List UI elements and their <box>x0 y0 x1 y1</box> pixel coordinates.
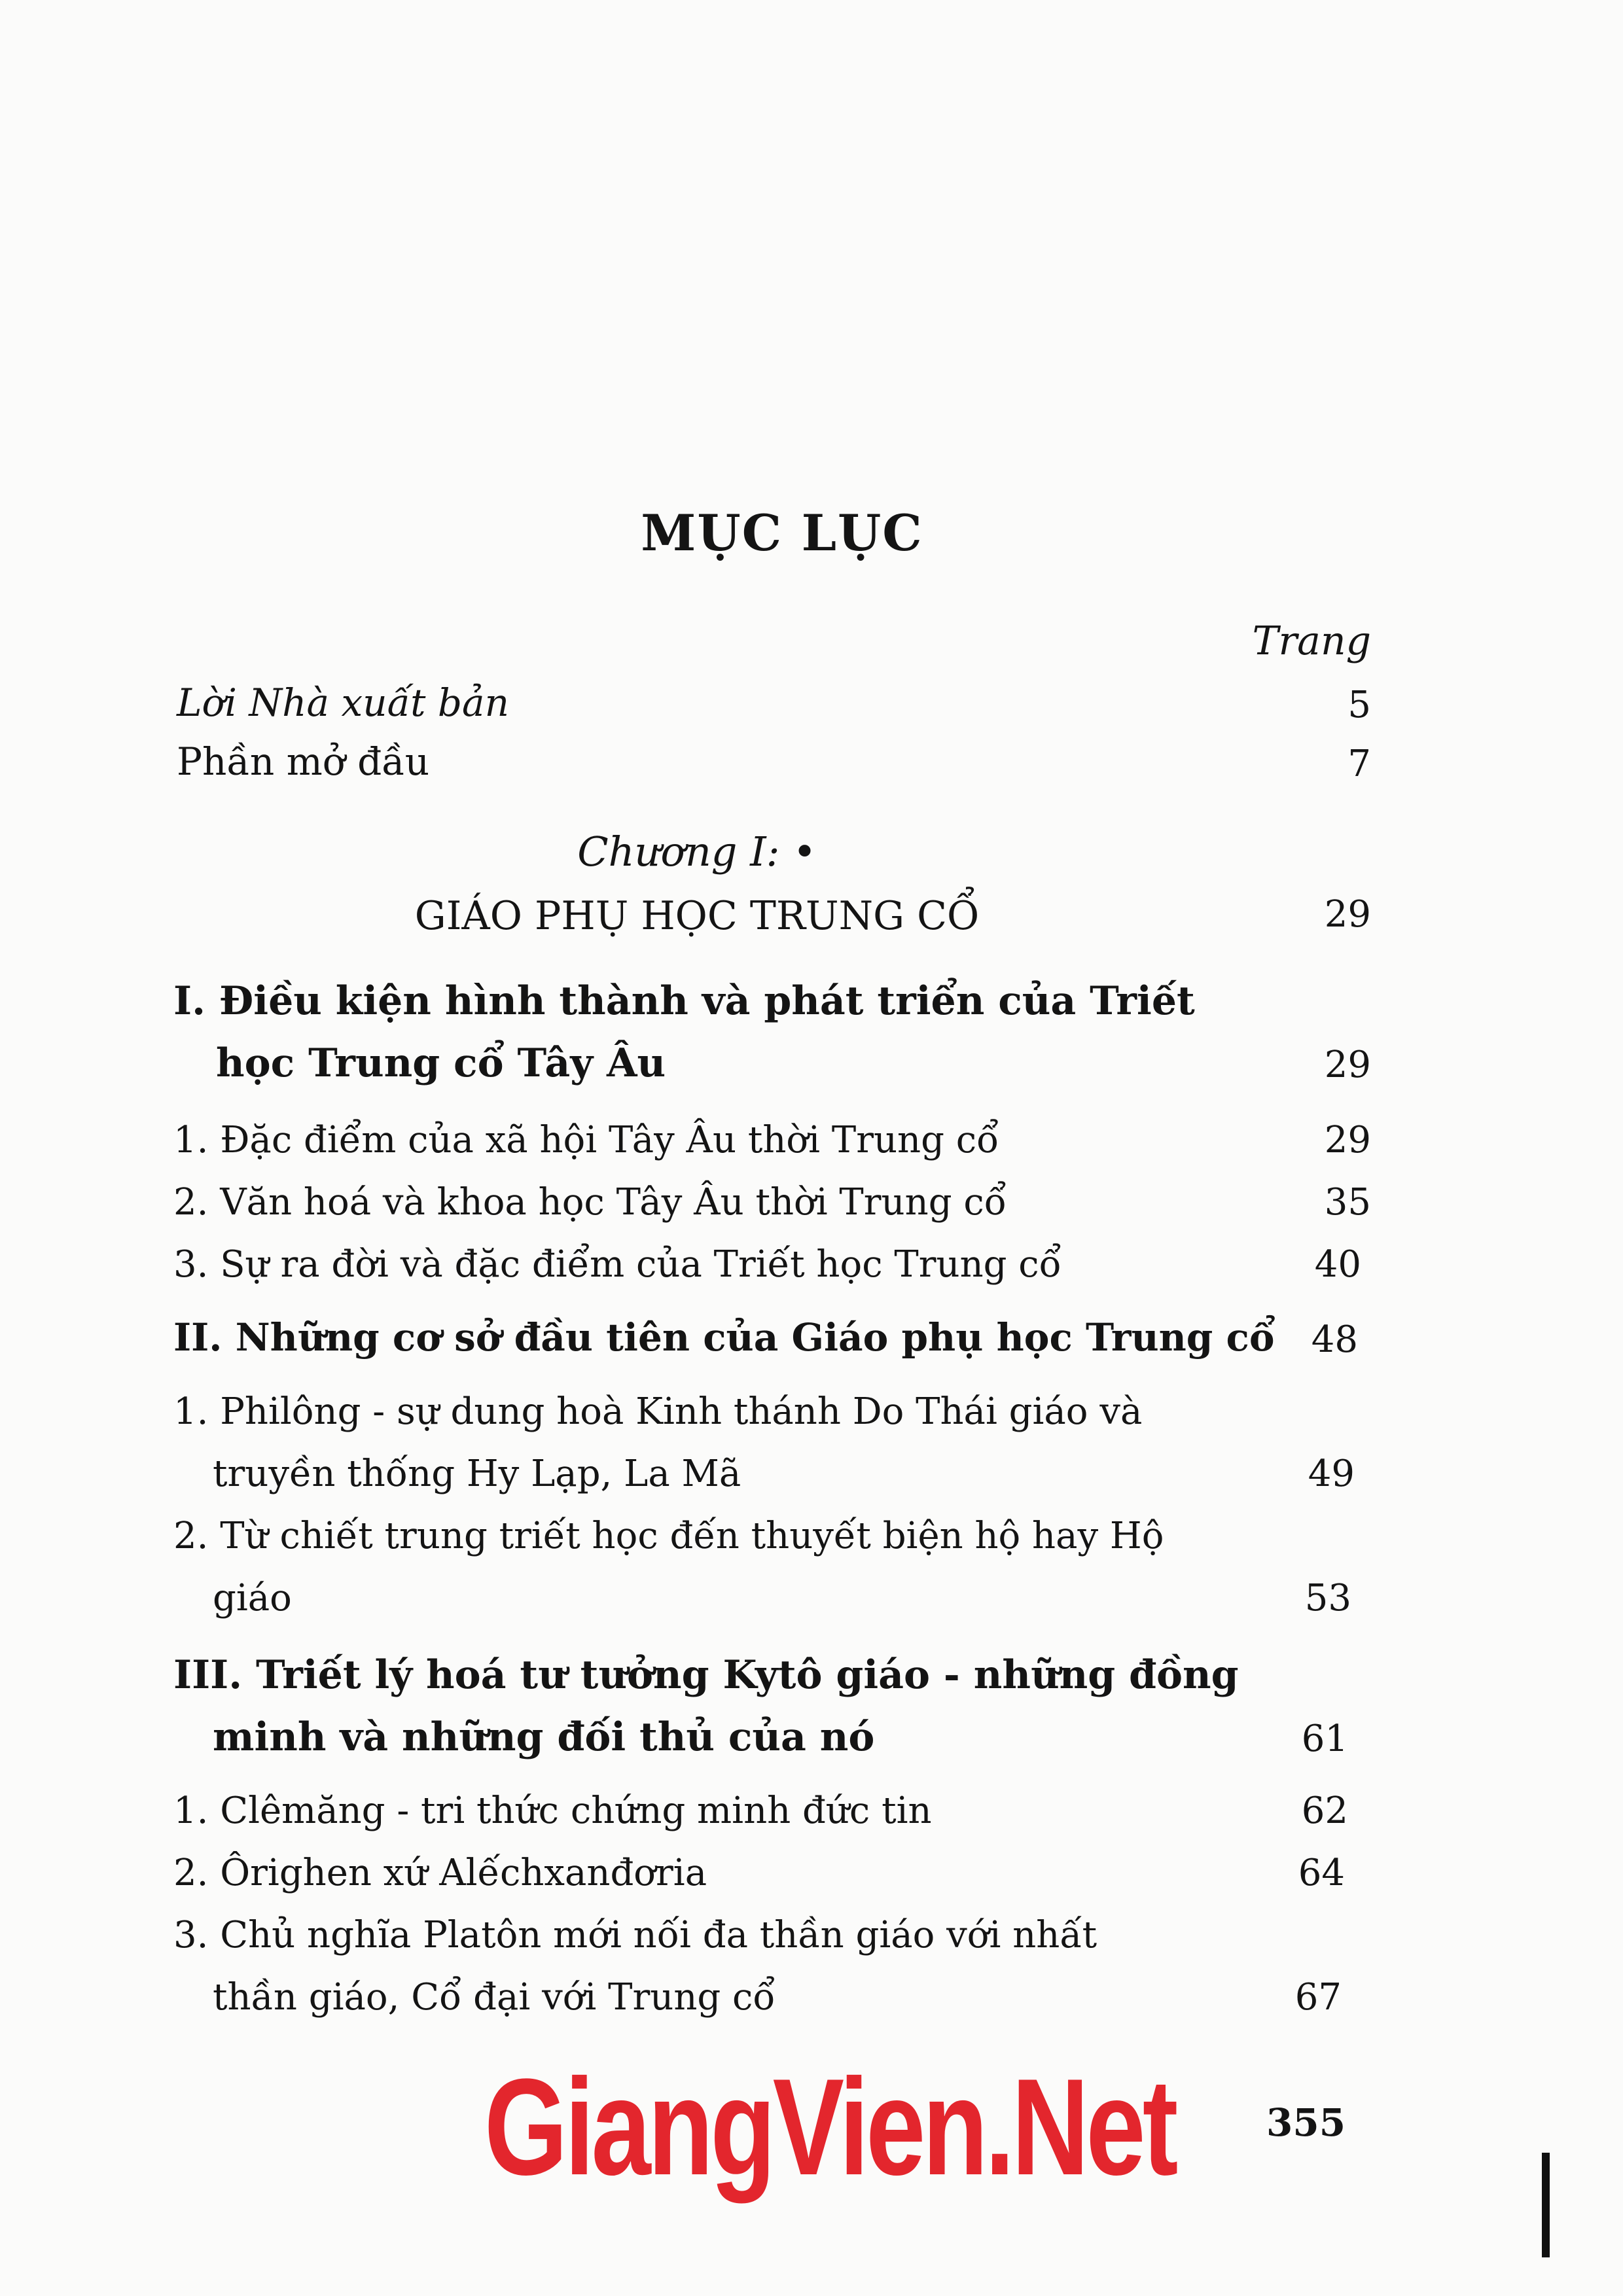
toc-item: 1. Clêmăng - tri thức chứng minh đức tin <box>173 1790 932 1832</box>
toc-item: 2. Văn hoá và khoa học Tây Âu thời Trung cổ <box>173 1181 1007 1224</box>
toc-item-page: 53 <box>1304 1577 1351 1619</box>
page-column-label: Trang <box>1252 618 1371 664</box>
toc-item: truyền thống Hy Lạp, La Mã <box>213 1453 741 1495</box>
section-page: 61 <box>1301 1718 1348 1760</box>
toc-item: 2. Từ chiết trung triết học đến thuyết biện hộ hay Hộ <box>173 1515 1164 1557</box>
section-heading: III. Triết lý hoá tư tưởng Kytô giáo - những đồng <box>173 1652 1239 1698</box>
watermark-logo: GiangVien.Net <box>484 2050 1175 2204</box>
toc-item-page: 67 <box>1294 1976 1342 2019</box>
toc-item-page: 64 <box>1298 1852 1345 1894</box>
section-heading: II. Những cơ sở đầu tiên của Giáo phụ học Trung cổ <box>173 1315 1275 1360</box>
chapter-label: Chương I: • <box>577 828 817 875</box>
toc-entry-page: 5 <box>1347 684 1371 726</box>
toc-item: 3. Sự ra đời và đặc điểm của Triết học Trung cổ <box>173 1243 1061 1286</box>
toc-item: 2. Ôrighen xứ Alếchxanđơria <box>173 1852 707 1894</box>
toc-item: thần giáo, Cổ đại với Trung cổ <box>213 1976 776 2019</box>
chapter-page: 29 <box>1324 893 1371 936</box>
section-heading: minh và những đối thủ của nó <box>213 1714 875 1760</box>
section-heading: I. Điều kiện hình thành và phát triển của Triết <box>173 978 1195 1024</box>
toc-item: 1. Philông - sự dung hoà Kinh thánh Do Thái giáo và <box>173 1390 1143 1433</box>
page-number: 355 <box>1266 2100 1346 2145</box>
page-title: MỤC LỤC <box>641 504 923 562</box>
section-page: 29 <box>1324 1044 1371 1086</box>
toc-item: giáo <box>213 1577 292 1619</box>
toc-item: 1. Đặc điểm của xã hội Tây Âu thời Trung cổ <box>173 1119 999 1161</box>
toc-item: 3. Chủ nghĩa Platôn mới nối đa thần giáo với nhất <box>173 1914 1097 1956</box>
toc-item-page: 29 <box>1324 1119 1371 1161</box>
toc-item-page: 62 <box>1301 1790 1348 1832</box>
toc-item-page: 49 <box>1308 1453 1355 1495</box>
section-page: 48 <box>1311 1318 1358 1361</box>
toc-entry-label: Lời Nhà xuất bản <box>177 680 509 725</box>
chapter-title: GIÁO PHỤ HỌC TRUNG CỔ <box>414 893 980 939</box>
toc-entry-page: 7 <box>1347 743 1371 785</box>
scan-edge-mark <box>1542 2153 1550 2257</box>
toc-item-page: 40 <box>1314 1243 1361 1286</box>
toc-entry-label: Phần mở đầu <box>177 739 430 784</box>
toc-item-page: 35 <box>1324 1181 1371 1224</box>
section-heading: học Trung cổ Tây Âu <box>216 1040 666 1086</box>
